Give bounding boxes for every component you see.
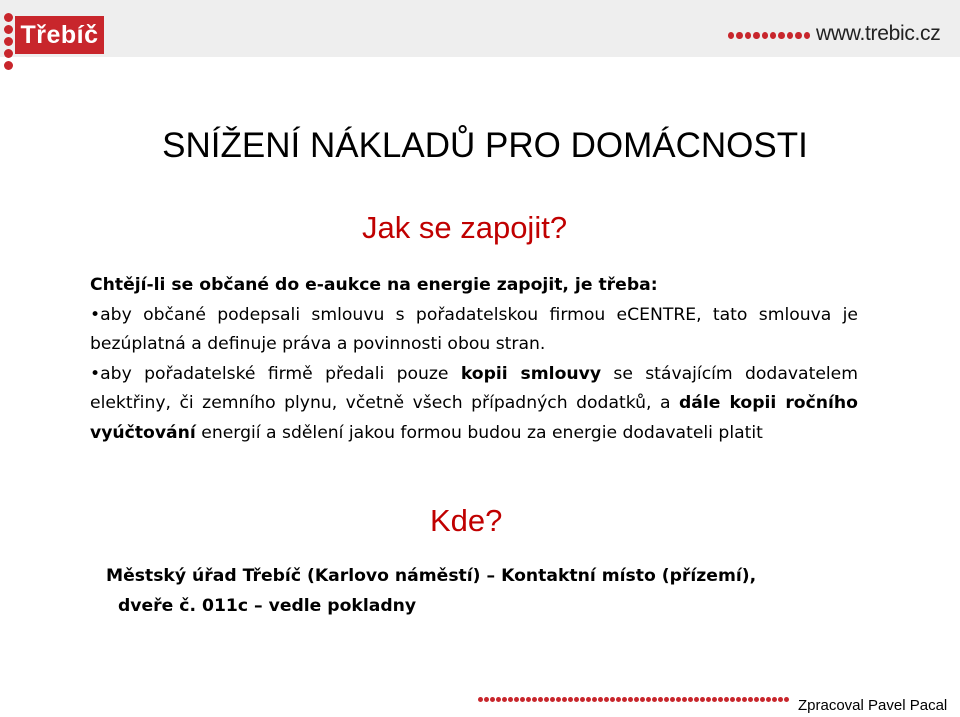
subtitle: Jak se zapojit? xyxy=(362,210,568,245)
bullet-2-text-a: aby pořadatelské firmě předali pouze xyxy=(100,363,461,384)
bullet-2-text-c: energií a sdělení jakou formou budou za energie dodavateli platit xyxy=(195,422,763,443)
bullet-item-2: •aby pořadatelské firmě předali pouze kopii smlouvy se stávajícím dodavatelem elektřiny, či zemního plynu, včetně všech případných dodatků, a dále kopii ročního vyúčtování energií a sdělení jakou formou budou za energie dodavateli platit xyxy=(90,363,858,443)
bullet-item-1: •aby občané podepsali smlouvu s pořadatelskou firmou eCENTRE, tato smlouva je bezúplatná a definuje práva a povinnosti obou stran. xyxy=(90,304,858,354)
intro-text: Chtějí-li se občané do e-aukce na energie zapojit, je třeba: xyxy=(90,275,658,295)
body-text xyxy=(90,271,858,448)
address-line-2: dveře č. 011c – vedle pokladny xyxy=(118,596,417,616)
bullet-2-bold-a: kopii smlouvy xyxy=(460,363,602,384)
page-title: SNÍŽENÍ NÁKLADŮ PRO DOMÁCNOSTI xyxy=(162,126,808,165)
trebic-logo: Třebíč xyxy=(15,16,104,54)
where-heading: Kde? xyxy=(430,503,503,538)
header-dots xyxy=(728,32,810,40)
bullet-2-bold-b: dále kopii ročního vyúčtování xyxy=(90,393,858,443)
footer-dots xyxy=(478,697,798,703)
footer-author: Zpracoval Pavel Pacal xyxy=(798,697,948,714)
address xyxy=(106,561,806,621)
bullet-2-text-b: se stávajícím dodavatelem elektřiny, či zemního plynu, včetně všech případných dodatků, a xyxy=(90,363,858,413)
site-url: www.trebic.cz xyxy=(816,22,941,45)
bullet-1-text: aby občané podepsali smlouvu s pořadatelskou firmou eCENTRE, tato smlouva je bezúplatná a definuje práva a povinnosti obou stran. xyxy=(90,304,858,354)
address-line-1: Městský úřad Třebíč (Karlovo náměstí) – Kontaktní místo (přízemí), xyxy=(106,566,757,586)
